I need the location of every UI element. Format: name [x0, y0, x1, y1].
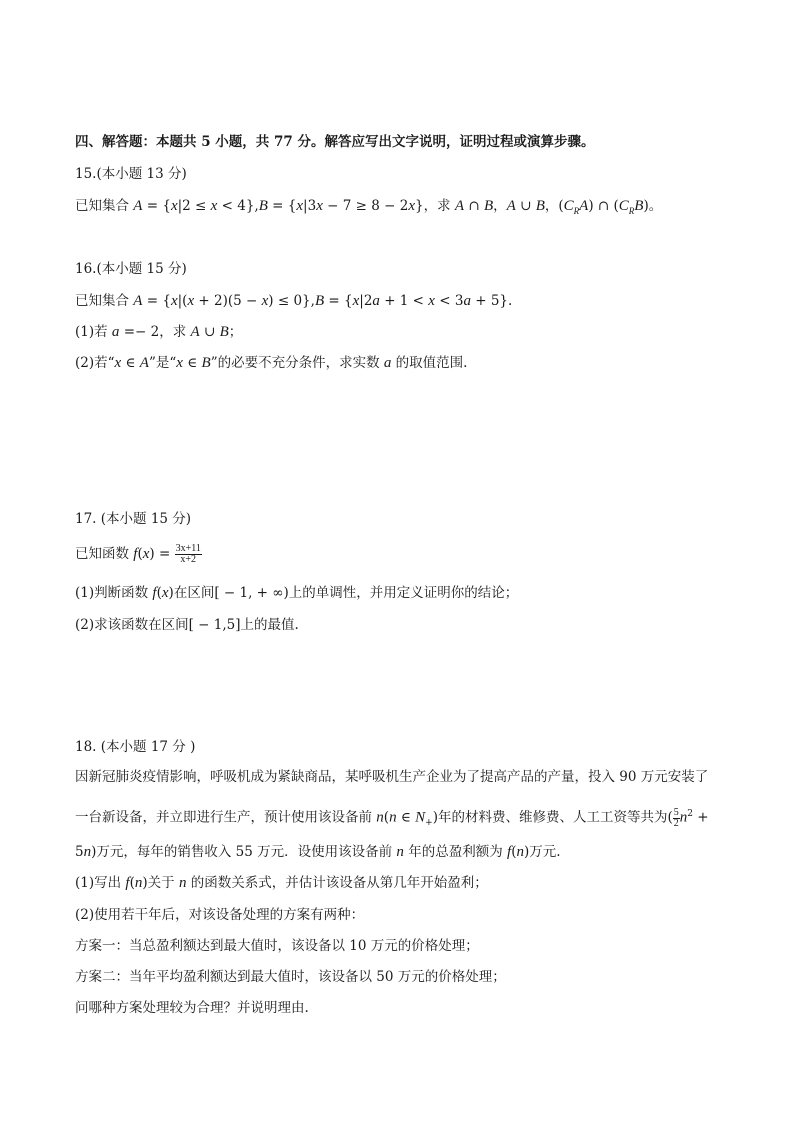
problem-16-statement: 已知集合 A = {x|(x + 2)(5 − x) ≤ 0},B = {x|2a + 1 < x < 3a + 5}. [75, 293, 513, 309]
problem-17-part-2: (2)求该函数在区间[ − 1,5]上的最值. [75, 617, 299, 633]
problem-18-question: 问哪种方案处理较为合理？并说明理由. [75, 1000, 309, 1016]
problem-17-statement: 已知函数 f(x) = $\frac{3x+11}{x+2}$ [75, 543, 201, 565]
section-heading: 四、解答题：本题共 5 小题，共 77 分。解答应写出文字说明，证明过程或演算步骤。 [75, 134, 595, 150]
problem-15-header: 15.(本小题 13 分) [75, 166, 187, 182]
problem-16-header: 16.(本小题 15 分) [75, 261, 187, 277]
problem-16-part-2: (2)若“x ∈ A”是“x ∈ B”的必要不充分条件，求实数 a 的取值范围. [75, 355, 468, 371]
fraction-3x11-over-x2: $\frac{3x+11}{x+2}$ [175, 543, 201, 565]
problem-18-line-3: 5n)万元，每年的销售收入 55 万元．设使用该设备前 n 年的总盈利额为 f(n)万元. [75, 844, 561, 860]
problem-18-part-2: (2)使用若干年后，对该设备处理的方案有两种： [75, 907, 365, 923]
problem-18-part-1: (1)写出 f(n)关于 n 的函数关系式，并估计该设备从第几年开始盈利； [75, 875, 488, 891]
problem-17-part-1: (1)判断函数 f(x)在区间[ − 1, + ∞)上的单调性，并用定义证明你的结论； [75, 585, 519, 601]
problem-17-header: 17. (本小题 15 分) [75, 511, 192, 527]
problem-18-plan-2: 方案二：当年平均盈利额达到最大值时，该设备以 50 万元的价格处理； [75, 969, 506, 985]
problem-18-header: 18. (本小题 17 分 ) [75, 739, 196, 755]
problem-18-plan-1: 方案一：当总盈利额达到最大值时，该设备以 10 万元的价格处理； [75, 938, 479, 954]
problem-15-statement: 已知集合 A = {x|2 ≤ x < 4},B = {x|3x − 7 ≥ 8 − 2x}，求 A ∩ B，A ∪ B，$(C_RA)$ ∩ $(C_RB)$。 [75, 198, 663, 216]
problem-16-part-1: (1)若 a =− 2，求 A ∪ B； [75, 324, 243, 340]
fraction-5-over-2: $\frac{5}{2}$ [673, 806, 679, 829]
problem-18-line-2: 一台新设备，并立即进行生产，预计使用该设备前 n(n ∈ $N_+$)年的材料费、维修费、人工工资等共为( $\frac{5}{2}$ $n^2$ + [75, 806, 709, 829]
problem-18-line-1: 因新冠肺炎疫情影响，呼吸机成为紧缺商品，某呼吸机生产企业为了提高产品的产量，投入 90 万元安装了 [75, 769, 709, 785]
